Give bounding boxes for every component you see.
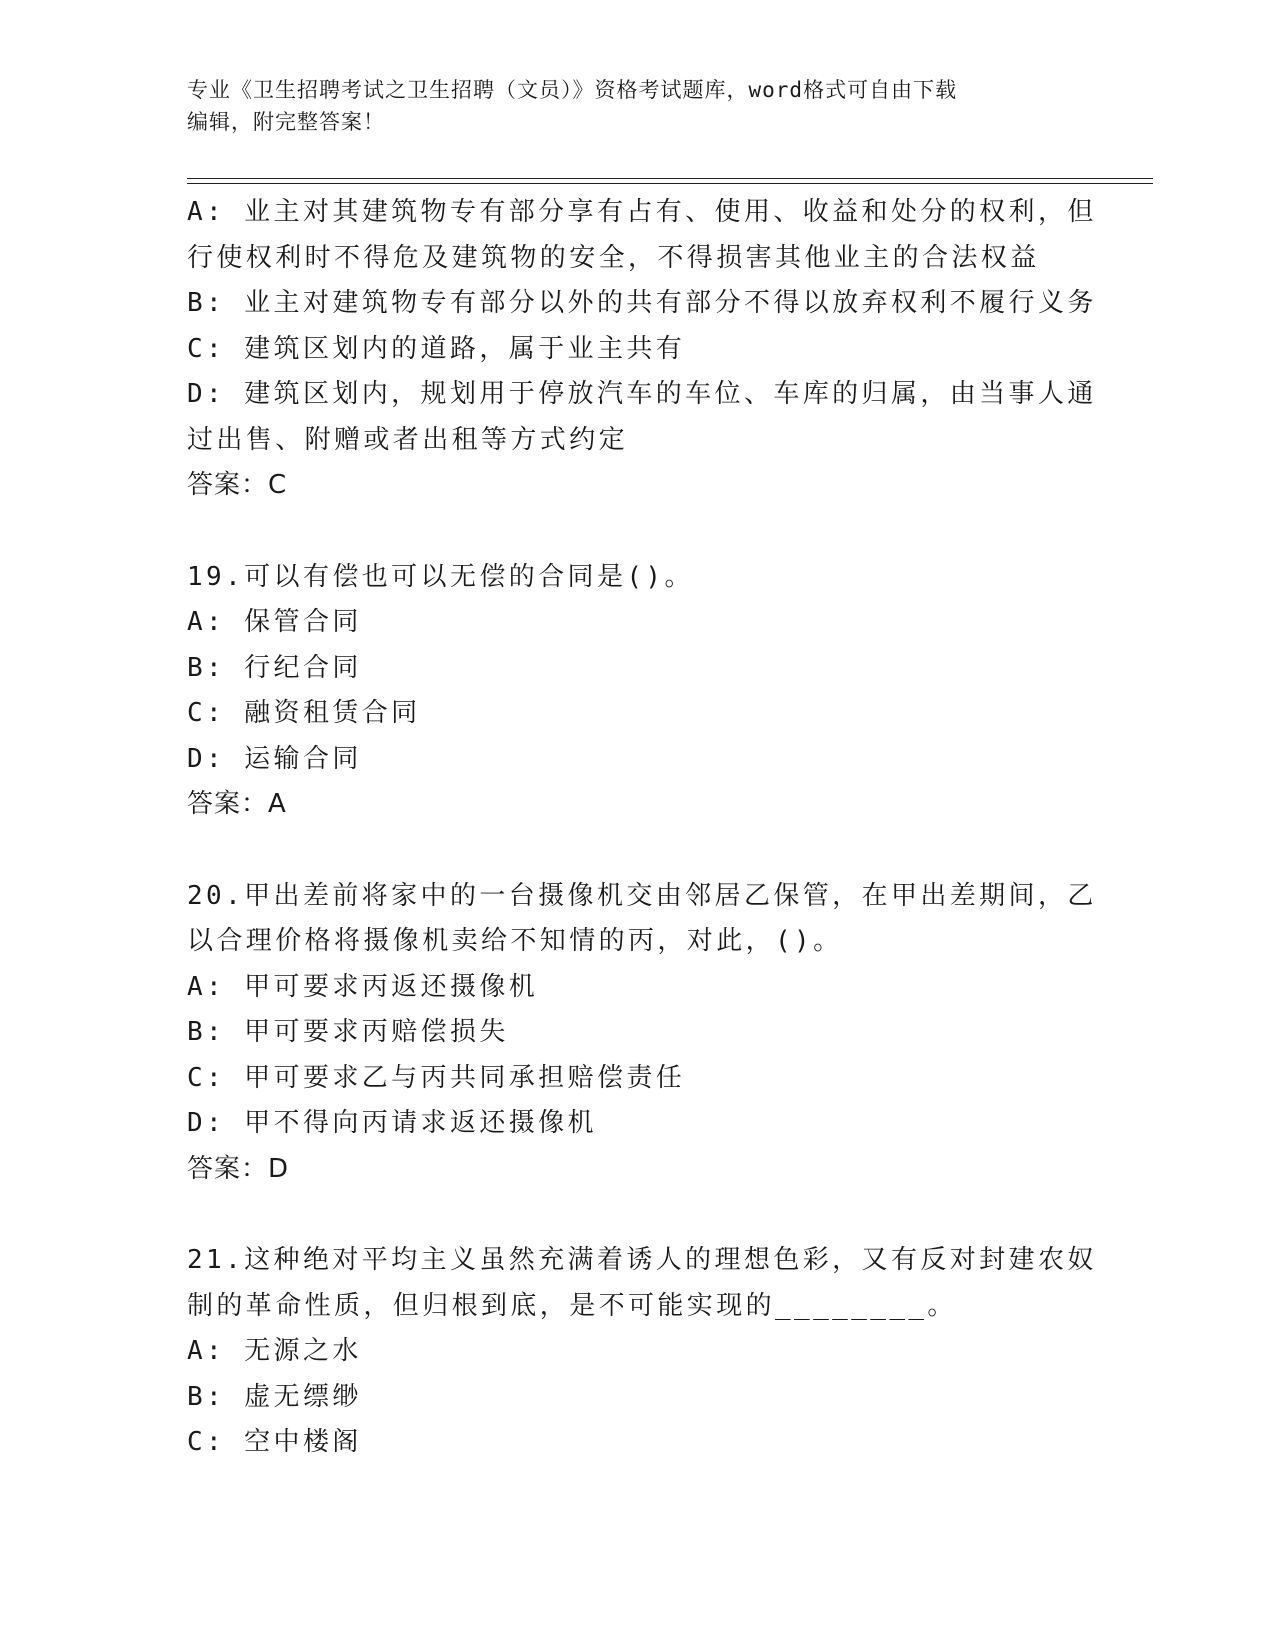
question-stem-line-2: 制的革命性质，但归根到底，是不可能实现的________。 <box>187 1290 957 1321</box>
header-line-1: 专业《卫生招聘考试之卫生招聘（文员）》资格考试题库，word格式可自由下载 <box>187 78 958 102</box>
spacer <box>187 1192 1087 1238</box>
header-line-2: 编辑，附完整答案！ <box>187 110 385 134</box>
spacer <box>187 828 1087 874</box>
question-18-options <box>187 190 1097 509</box>
option-b: B: 业主对建筑物专有部分以外的共有部分不得以放弃权利不履行义务 <box>187 288 1097 318</box>
option-c: C: 融资租赁合同 <box>187 698 421 728</box>
option-b: B: 虚无缥缈 <box>187 1381 362 1412</box>
option-c: C: 甲可要求乙与丙共同承担赔偿责任 <box>187 1062 686 1093</box>
question-stem-line-1: 20.甲出差前将家中的一台摄像机交由邻居乙保管，在甲出差期间，乙 <box>187 880 1097 911</box>
option-d: D: 运输合同 <box>187 743 362 774</box>
option-d: D: 甲不得向丙请求返还摄像机 <box>187 1108 597 1138</box>
option-c: C: 空中楼阁 <box>187 1427 362 1457</box>
option-a-line-1: A: 业主对其建筑物专有部分享有占有、使用、收益和处分的权利，但 <box>187 197 1097 227</box>
answer-label: 答案：D <box>187 1153 290 1184</box>
header-divider-bottom <box>187 183 1153 184</box>
option-a-line-2: 行使权利时不得危及建筑物的安全，不得损害其他业主的合法权益 <box>187 242 1040 273</box>
option-a: A: 保管合同 <box>187 607 362 637</box>
option-a: A: 甲可要求丙返还摄像机 <box>187 971 539 1002</box>
option-c: C: 建筑区划内的道路，属于业主共有 <box>187 333 686 364</box>
answer-label: 答案：A <box>187 789 287 819</box>
header-divider-top <box>187 178 1153 179</box>
option-d-line-2: 过出售、附赠或者出租等方式约定 <box>187 424 629 455</box>
question-content <box>187 190 1097 1466</box>
document-header <box>187 74 1087 138</box>
answer-label: 答案：C <box>187 470 288 500</box>
question-21 <box>187 1238 1097 1466</box>
question-stem-line-2: 以合理价格将摄像机卖给不知情的丙，对此，()。 <box>187 926 843 956</box>
option-d-line-1: D: 建筑区划内，规划用于停放汽车的车位、车库的归属，由当事人通 <box>187 379 1097 409</box>
question-19 <box>187 555 1087 828</box>
option-b: B: 甲可要求丙赔偿损失 <box>187 1017 509 1047</box>
question-stem-line-1: 21.这种绝对平均主义虽然充满着诱人的理想色彩，又有反对封建农奴 <box>187 1245 1097 1275</box>
question-20 <box>187 874 1097 1193</box>
option-b: B: 行纪合同 <box>187 652 362 683</box>
option-a: A: 无源之水 <box>187 1336 362 1366</box>
spacer <box>187 509 1087 555</box>
question-stem: 19.可以有偿也可以无偿的合同是()。 <box>187 561 694 592</box>
